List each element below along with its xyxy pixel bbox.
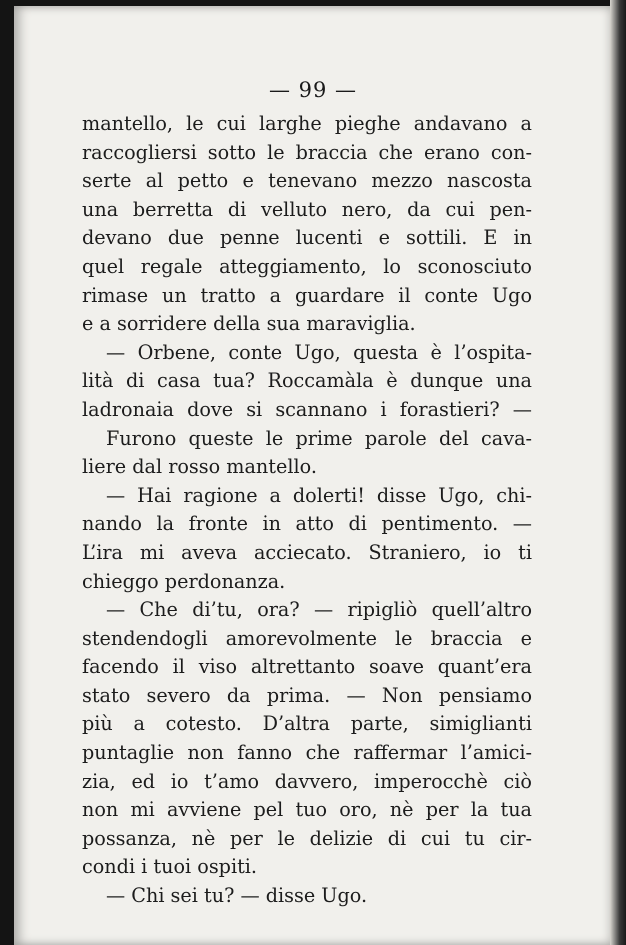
text-line: possanza, nè per le delizie di cui tu cir-	[82, 826, 532, 850]
text-line: serte al petto e tenevano mezzo nascosta	[82, 169, 532, 193]
text-line: non mi avviene pel tuo oro, nè per la tua	[82, 798, 532, 822]
text-line: L’ira mi aveva acciecato. Straniero, io ti	[82, 540, 532, 564]
page-number: — 99 —	[268, 78, 358, 102]
text-line: quel regale atteggiamento, lo sconosciuto	[82, 254, 532, 278]
text-line: — Che di’tu, ora? — ripigliò quell’altro	[106, 598, 532, 622]
text-line: chieggo perdonanza.	[82, 569, 286, 593]
page-body-text	[82, 110, 532, 911]
text-line: stato severo da prima. — Non pensiamo	[82, 683, 532, 707]
text-line: — Orbene, conte Ugo, questa è l’ospita-	[106, 340, 532, 364]
text-line: facendo il viso altrettanto soave quant’era	[82, 655, 532, 679]
text-line: ladronaia dove si scannano i forastieri? —	[82, 397, 532, 421]
text-line: puntaglie non fanno che raffermar l’amici-	[82, 741, 532, 765]
text-line: — Hai ragione a dolerti! disse Ugo, chi-	[106, 483, 532, 507]
text-line: raccogliersi sotto le braccia che erano con-	[82, 140, 532, 164]
text-line: condi i tuoi ospiti.	[82, 855, 258, 879]
text-line: — Chi sei tu? — disse Ugo.	[106, 884, 368, 908]
text-line: nando la fronte in atto di pentimento. —	[82, 512, 532, 536]
text-line: zia, ed io t’amo davvero, imperocchè ciò	[82, 769, 532, 793]
text-line: lità di casa tua? Roccamàla è dunque una	[82, 369, 532, 393]
text-line: e a sorridere della sua maraviglia.	[82, 312, 416, 336]
text-line: rimase un tratto a guardare il conte Ugo	[82, 283, 532, 307]
text-line: Furono queste le prime parole del cava-	[106, 426, 532, 450]
text-line: liere dal rosso mantello.	[82, 455, 317, 479]
page-edge-shadow	[610, 0, 626, 945]
text-line: stendendogli amorevolmente le braccia e	[82, 626, 532, 650]
text-line: una berretta di velluto nero, da cui pen-	[82, 197, 532, 221]
text-line: più a cotesto. D’altra parte, simiglianti	[82, 712, 532, 736]
text-line: devano due penne lucenti e sottili. E in	[82, 226, 532, 250]
text-line: mantello, le cui larghe pieghe andavano a	[82, 112, 532, 135]
